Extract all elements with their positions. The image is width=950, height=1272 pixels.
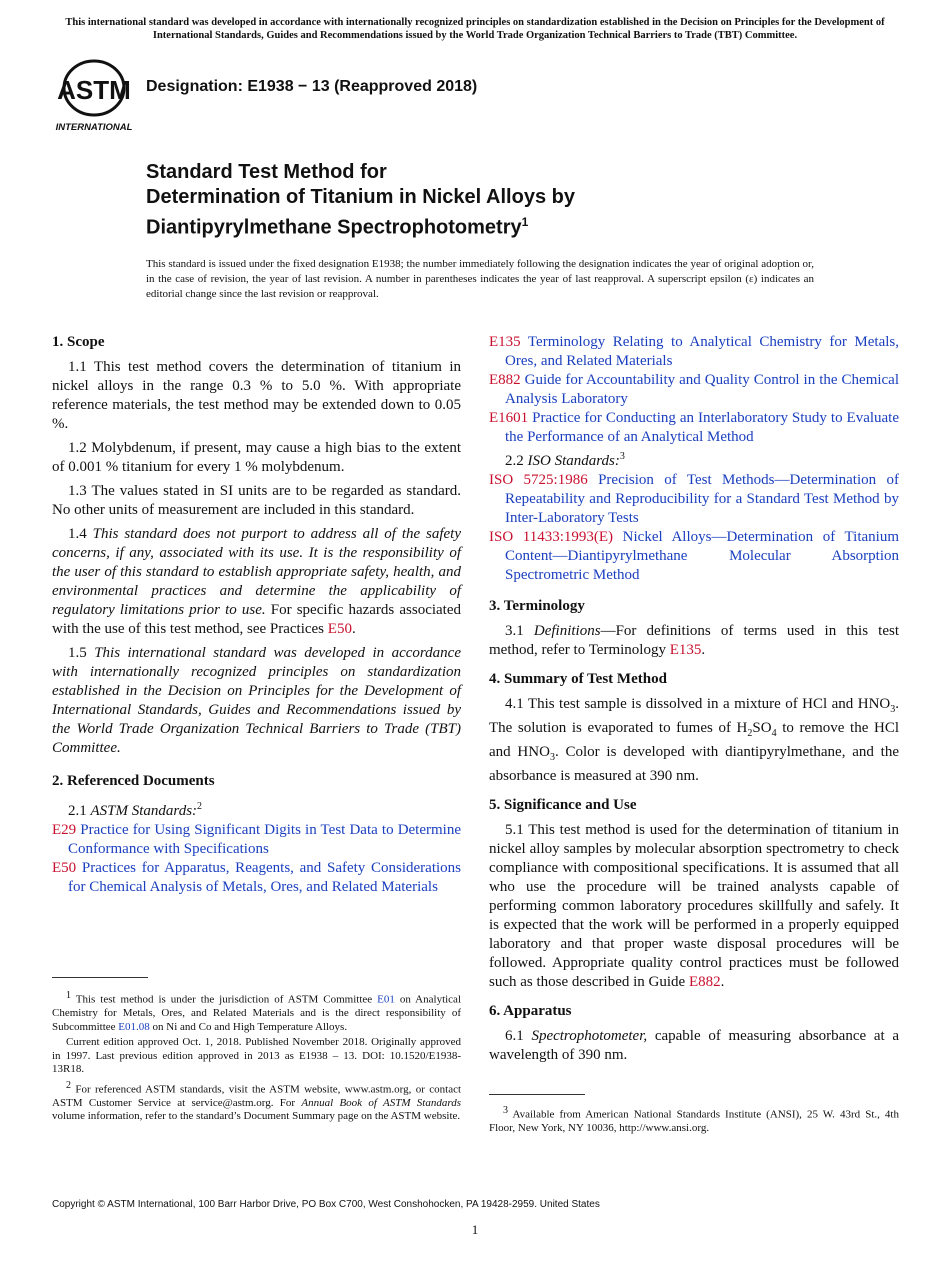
title-footnote-mark: 1: [521, 215, 529, 229]
para-6-1: 6.1 Spectrophotometer, capable of measuring absorbance at a wavelength of 390 nm.: [489, 1028, 900, 1063]
section-apparatus-heading: 6. Apparatus: [489, 1003, 572, 1019]
issuance-note: This standard is issued under the fixed designation E1938; the number immediately following the designation indicates the year of original adoption or, in the case of revision, the year of last revision. A number in parentheses indicates the year of last reapproval. A superscript epsilon (ε) indicates an editorial change since the last revision or reapproval.: [146, 258, 814, 300]
para-2-2: 2.2 ISO Standards:$^3$: [505, 451, 625, 469]
ref-iso-11433[interactable]: ISO 11433:1993(E) Nickel Alloys—Determination of Titanium Content—Diantipyrylmethane Molecular Absorption Spectrometric Method: [489, 529, 899, 583]
title-line-1: Standard Test Method for: [146, 161, 387, 183]
para-1-1: 1.1 This test method covers the determination of titanium in nickel alloys in the range 0.3 % to 5.0 %. With appropriate reference materials, the test method may be extended down to 0.05 %.: [52, 359, 461, 432]
footnotes-right: [489, 1104, 899, 1138]
logo-letters: ASTM: [57, 75, 131, 105]
footnote-1: $^1$ This test method is under the jurisdiction of ASTM Committee E01 on Analytical Chemistry for Metals, Ores, and Related Materials and is the direct responsibility of Subcommittee E01.08 on Ni and Co and High Temperature Alloys.: [52, 990, 461, 1033]
footnote-rule-left: [52, 977, 148, 978]
para-1-5: 1.5 This international standard was developed in accordance with internationally recognized principles on standardization established in the Decision on Principles for the Development of International Standards, Guides and Recommendations issued by the World Trade Organization Technical Barriers to Trade (TBT) Committee.: [52, 645, 461, 756]
para-1-3: 1.3 The values stated in SI units are to be regarded as standard. No other units of measurement are included in this standard.: [52, 483, 461, 518]
page-number: 1: [471, 1222, 479, 1237]
copyright-line: Copyright © ASTM International, 100 Barr Harbor Drive, PO Box C700, West Conshohocken, PA 19428-2959. United States: [52, 1199, 600, 1210]
footnotes-left: [52, 989, 461, 1126]
para-5-1: 5.1 This test method is used for the determination of titanium in nickel alloy samples by molecular absorption spectrometry to check compliance with compositional specifications. It is assumed that all who use the procedure will be trained analysts capable of performing common laboratory procedures skillfully and safely. It is expected that the work will be performed in a properly equipped laboratory and that proper waste disposal procedures will be followed. Appropriate quality control practices must be followed such as those described in Guide E882.: [489, 822, 899, 990]
section-refdocs-heading: 2. Referenced Documents: [52, 773, 215, 789]
footnote-1-edition: Current edition approved Oct. 1, 2018. Published November 2018. Originally approved in 1997. Last previous edition approved in 2013 as E1938 – 13. DOI: 10.1520/E1938-13R18.: [52, 1036, 461, 1076]
ref-e29[interactable]: E29 Practice for Using Significant Digits in Test Data to Determine Conformance with Specifications: [52, 822, 461, 857]
astm-logo: [52, 58, 136, 136]
designation: Designation: E1938 − 13 (Reapproved 2018): [146, 78, 478, 95]
para-3-1: 3.1 Definitions—For definitions of terms used in this test method, refer to Terminology E135.: [489, 623, 900, 658]
ref-iso-5725[interactable]: ISO 5725:1986 Precision of Test Methods—Determination of Repeatability and Reproducibility for a Standard Test Method by Inter-Laboratory Tests: [489, 472, 899, 526]
left-column: [52, 333, 461, 897]
ref-e882[interactable]: E882 Guide for Accountability and Quality Control in the Chemical Analysis Laboratory: [489, 372, 900, 407]
link-e882[interactable]: E882: [688, 974, 721, 990]
document-title: [146, 160, 866, 241]
link-e135[interactable]: E135: [669, 642, 702, 658]
link-e50[interactable]: E50: [327, 621, 352, 637]
section-scope-heading: 1. Scope: [52, 334, 105, 350]
ref-e135[interactable]: E135 Terminology Relating to Analytical Chemistry for Metals, Ores, and Related Materials: [489, 334, 899, 369]
ref-e50[interactable]: E50 Practices for Apparatus, Reagents, and Safety Considerations for Chemical Analysis of Metals, Ores, and Related Materials: [52, 860, 461, 895]
logo-subtext: INTERNATIONAL: [55, 122, 133, 133]
right-column: [489, 333, 899, 1070]
footnote-2: $^2$ For referenced ASTM standards, visit the ASTM website, www.astm.org, or contact ASTM Customer Service at service@astm.org. For Annual Book of ASTM Standards volume information, refer to the standard’s Document Summary page on the ASTM website.: [52, 1079, 462, 1123]
section-terminology-heading: 3. Terminology: [489, 598, 585, 614]
tbt-notice: This international standard was developed in accordance with internationally recognized principles on standardization established in the Decision on Principles for the Development of International Standards, Guides and Recommendations issued by the World Trade Organization Technical Barriers to Trade (TBT) Committee.: [65, 17, 885, 41]
footnote-rule-right: [489, 1094, 585, 1095]
para-4-1: 4.1 This test sample is dissolved in a mixture of HCl and $HNO_3$. The solution is evaporated to fumes of $H_2SO_4$ to remove the HCl and $HNO_3$. Color is developed with diantipyrylmethane, and the absorbance is measured at 390 nm.: [489, 696, 899, 784]
title-line-3: Diantipyrylmethane Spectrophotometry: [146, 216, 522, 239]
ref-e1601[interactable]: E1601 Practice for Conducting an Interlaboratory Study to Evaluate the Performance of an Analytical Method: [489, 410, 900, 445]
para-1-2: 1.2 Molybdenum, if present, may cause a high bias to the extent of 0.001 % titanium for every 1 % molybdenum.: [52, 440, 461, 475]
footnote-3: $^3$ Available from American National Standards Institute (ANSI), 25 W. 43rd St., 4th Floor, New York, NY 10036, http://www.ansi.org.: [489, 1105, 899, 1135]
title-line-2: Determination of Titanium in Nickel Alloys by: [146, 186, 575, 208]
section-significance-heading: 5. Significance and Use: [489, 797, 637, 813]
para-2-1: 2.1 ASTM Standards:$^2$: [68, 801, 203, 819]
para-1-4: 1.4 This standard does not purport to address all of the safety concerns, if any, associated with its use. It is the responsibility of the user of this standard to establish appropriate safety, health, and environmental practices and determine the applicability of regulatory limitations prior to use. For specific hazards associated with the use of this test method, see Practices E50.: [52, 526, 462, 637]
section-summary-heading: 4. Summary of Test Method: [489, 671, 667, 687]
